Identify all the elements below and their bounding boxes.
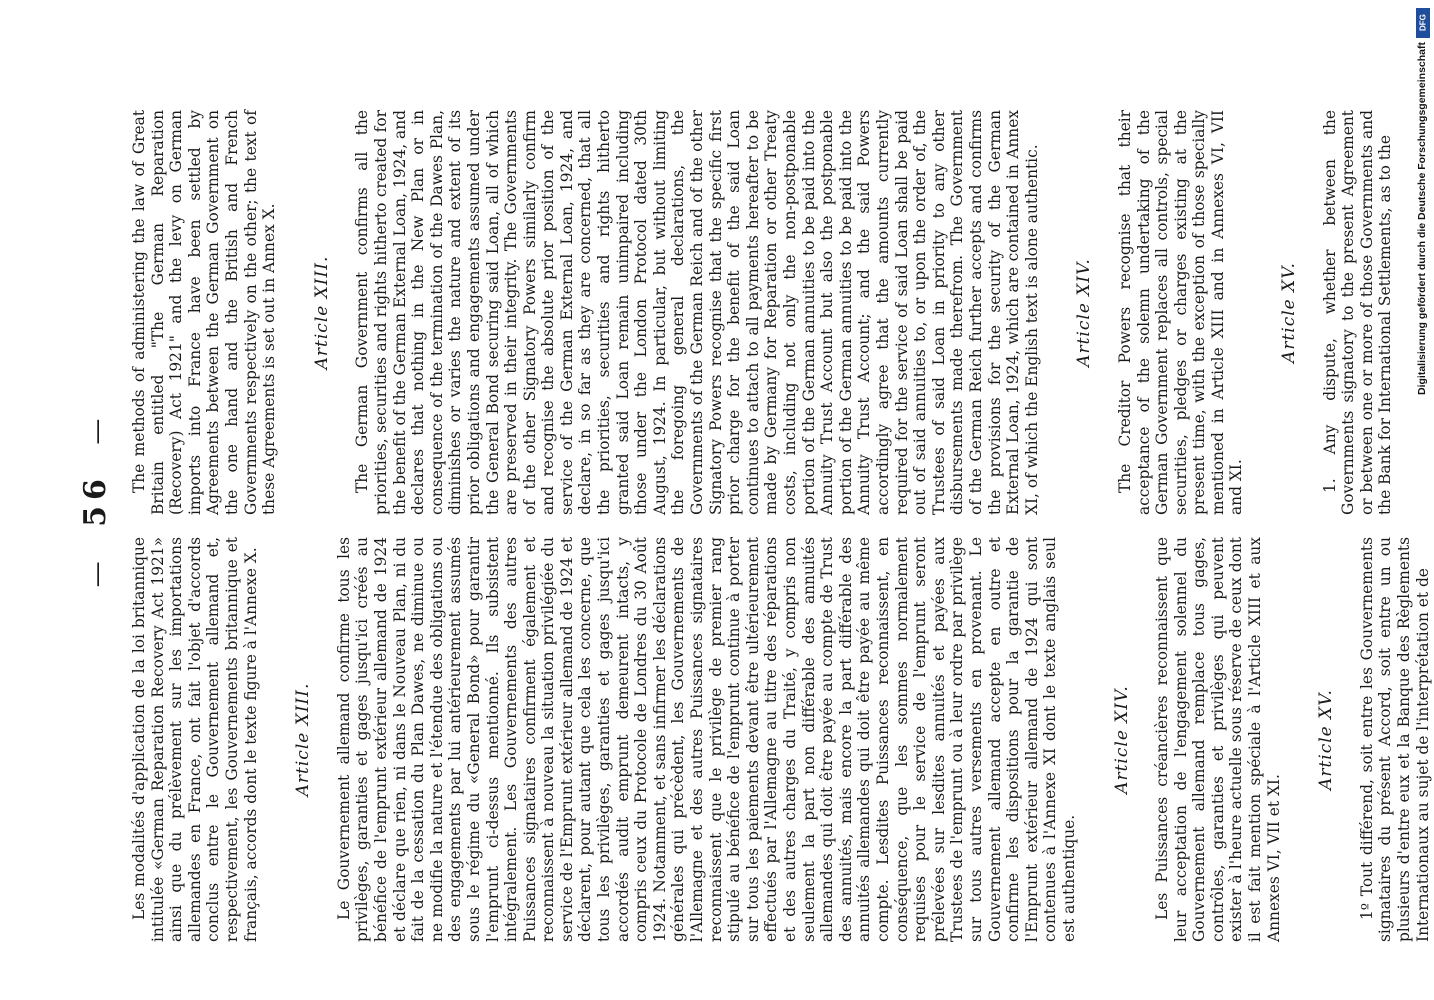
english-article-13-text: The German Government confirms all the priorities, securities and rights hitherto created for the benefit of the German External Loan, 1924, and declares that nothing in the New Plan or in consequence of the termination of the Dawes Plan, diminishes or varies the nature and extent of its prior obligations and engagements assumed under the General Bond securing said Loan, all of which are preserved in their integrity. The Governments of the other Signatory Powers similarly confirm and recognise the absolute prior position of the service of the German External Loan, 1924, and declare, in so far as they are concerned, that all the priorities, securities and rights hitherto granted said Loan remain unimpaired including those under the London Protocol dated 30th August, 1924. In particular, but without limiting the foregoing general declarations, the Governments of the German Reich and of the other Signatory Powers recognise that the specific first prior charge for the benefit of the said Loan continues to attach to all payments hereafter to be made by Germany for Reparation or other Treaty costs, including not only the non-postponable portion of the German annuities to be paid into the Annuity Trust Account but also the postponable portion of the German annuities to be paid into the Annuity Trust Account; and the said Powers accordingly agree that the amounts currently required for the service of said Loan shall be paid out of said annuities to, or upon the order of, the Trustees of said Loan in priority to any other disbursements made therefrom. The Government of the German Reich further accepts and confirms the provisions for the security of the German External Loan, 1924, which are contained in Annex XI, of which the English text is alone authentic. bbox=[353, 110, 1041, 515]
french-article-13-title: Article XIII. bbox=[293, 682, 314, 797]
english-article-14-title: Article XIV. bbox=[1074, 258, 1095, 367]
english-article-13-title: Article XIII. bbox=[311, 255, 332, 370]
french-article-14-text: Les Puissances créancières reconnaissent que leur acceptation de l'engagement solennel du Gouvernement allemand remplace tous gages, contrôles, garanties et privilèges qui peuvent exister à l'heure actuelle sous réserve de ceux dont il est fait mention spéciale à l'Article XIII et aux Annexes VI, VII et XI. bbox=[1153, 537, 1283, 942]
digitization-stamp bbox=[1414, 8, 1432, 395]
french-column bbox=[130, 537, 1432, 942]
page-number: 56 bbox=[78, 473, 113, 527]
page-header bbox=[78, 40, 113, 960]
english-column bbox=[130, 110, 1395, 515]
dfg-logo: DFG bbox=[1416, 8, 1430, 38]
header-dash-right: — bbox=[82, 412, 112, 445]
french-article-13-text: Le Gouvernement allemand confirme tous les privilèges, garanties et gages jusqu'ici créés au bénéfice de l'emprunt extérieur allemand de 1924 et déclare que rien, ni dans le Nouveau Plan, ni du fait de la cessation du Plan Dawes, ne diminue ou ne modifie la nature et l'étendue des obligations ou des engagements par lui antérieurement assumés sous le régime du «General Bond» pour garantir l'emprunt ci-dessus mentionné. Ils subsistent intégralement. Les Gouvernements des autres Puissances signataires confirment également et reconnaissent à nouveau la situation privilégiée du service de l'Emprunt extérieur allemand de 1924 et déclarent, pour autant que cela les concerne, que tous les privilèges, garanties et gages jusqu'ici accordés audit emprunt demeurent intacts, y compris ceux du Protocole de Londres du 30 Août 1924. Notamment, et sans infirmer les déclarations générales qui précèdent, les Gouvernements de l'Allemagne et des autres Puissances signataires reconnaissent que le privilège de premier rang stipulé au bénéfice de l'emprunt continue à porter sur tous les paiements devant être ultérieurement effectués par l'Allemagne au titre des réparations et des autres charges du Traité, y compris non seulement la part non différable des annuités allemandes qui doit être payée au compte de Trust des annuités, mais encore la part différable des annuités allemandes qui doit être payée au même compte. Lesdites Puissances reconnaissent, en conséquence, que les sommes normalement requises pour le service de l'emprunt seront prélevées sur lesdites annuités et payées aux Trustees de l'emprunt ou à leur ordre par privilège sur tous autres versements en provenant. Le Gouvernement allemand accepte en outre et confirme les dispositions pour la garantie de l'Emprunt extérieur allemand de 1924 qui sont contenues à l'Annexe XI dont le texte anglais seul est authentique. bbox=[334, 537, 1078, 942]
french-intro: Les modalités d'application de la loi britannique intitulée «German Reparation Recovery Act 1921» ainsi que du prélèvement sur les importations allemandes en France, ont fait l'objet d'accords conclus entre le Gouvernement allemand et, respectivement, les Gouvernements britannique et français, accords dont le texte figure à l'Annexe X. bbox=[130, 537, 260, 942]
french-article-14-title: Article XIV. bbox=[1111, 685, 1132, 794]
english-intro: The methods of administering the law of Great Britain entitled "The German Reparation (Recovery) Act 1921" and the levy on German imports into France have been settled by Agreements between the German Government on the one hand and the British and French Governments respectively on the other; the text of these Agreements is set out in Annex X. bbox=[130, 110, 279, 515]
english-article-15-title: Article XV. bbox=[1279, 262, 1300, 363]
english-article-15-text: 1. Any dispute, whether between the Governments signatory to the present Agreement or between one or more of those Governments and the Bank for International Settlements, as to the bbox=[1320, 110, 1395, 515]
english-article-14-text: The Creditor Powers recognise that their acceptance of the solemn undertaking of the German Government replaces all controls, special securities, pledges or charges existing at the present time, with the exception of those specially mentioned in Article XIII and in Annexes VI, VII and XI. bbox=[1115, 110, 1246, 515]
stamp-text: Digitalisierung gefördert durch die Deutsche Forschungsgemeinschaft bbox=[1416, 42, 1428, 395]
header-dash-left: — bbox=[82, 555, 112, 588]
french-article-15-text: 1º Tout différend, soit entre les Gouvernements signataires du présent Accord, soit entre un ou plusieurs d'entre eux et la Banque des Règlements Internationaux au sujet de l'interprétation et de bbox=[1357, 537, 1432, 942]
french-article-15-title: Article XV. bbox=[1316, 689, 1337, 790]
